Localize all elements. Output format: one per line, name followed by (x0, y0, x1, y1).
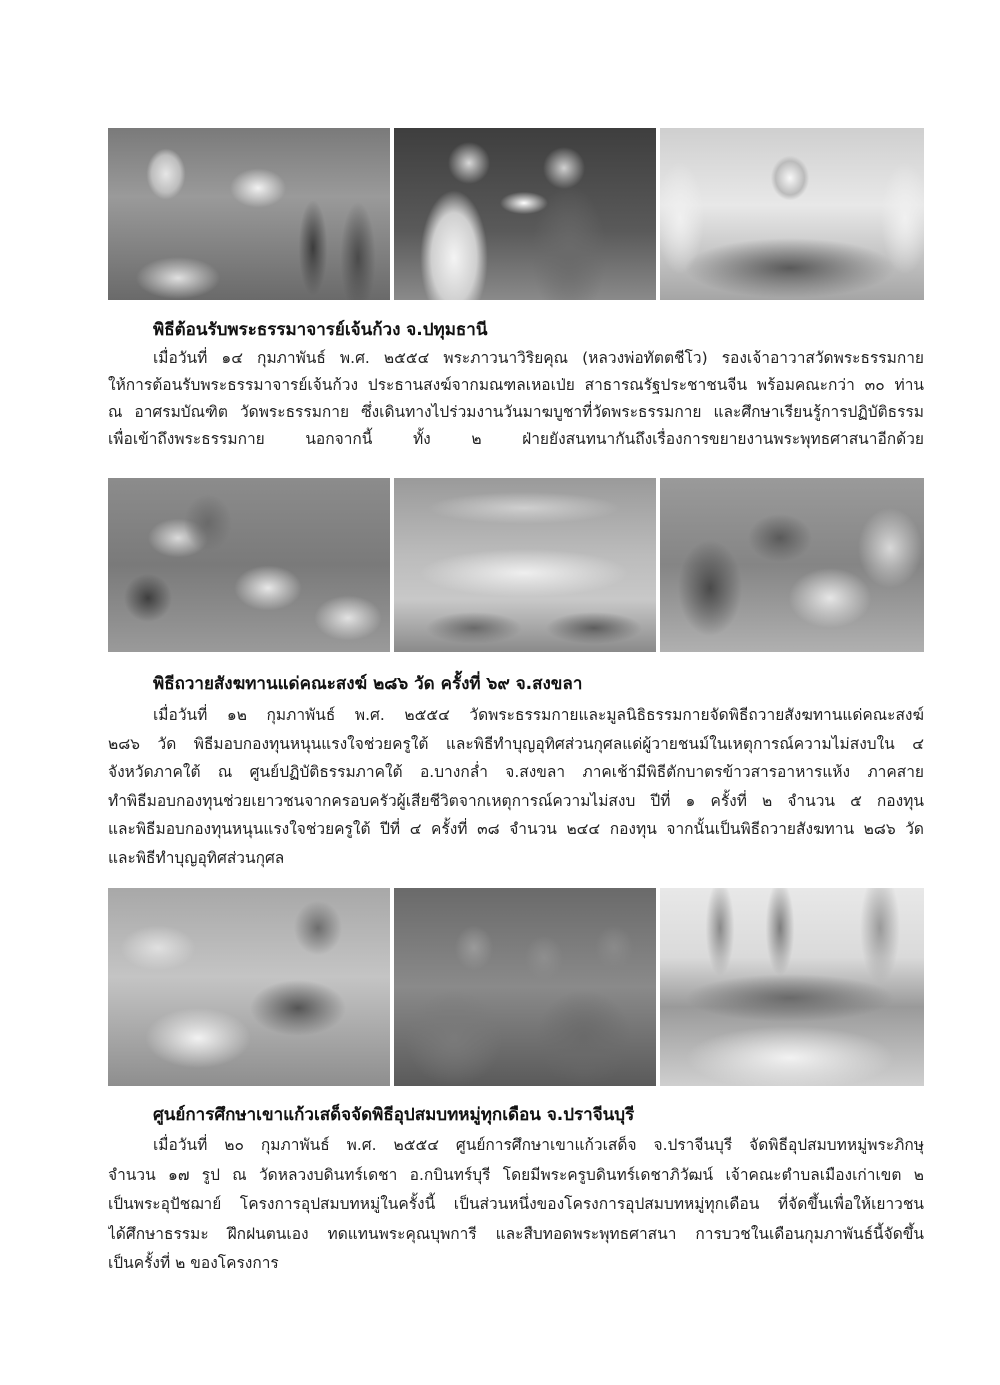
photo-gift-exchange (394, 128, 656, 300)
photo-crowd-ceremony (394, 478, 656, 652)
paragraph-line: ทำพิธีมอบกองทุนช่วยเยาวชนจากครอบครัวผู้เสียชีวิตจากเหตุการณ์ความไม่สงบ ปีที่ ๑ ครั้งที่ ๒ จำนวน ๕ กองทุน (108, 791, 924, 810)
paragraph-line: เมื่อวันที่ ๑๔ กุมภาพันธ์ พ.ศ. ๒๕๕๔ พระภาวนาวิริยคุณ (หลวงพ่อทัตตชีโว) รองเจ้าอาวาสวัดพระธรรมกาย (153, 349, 924, 367)
paragraph-line: และพิธีทำบุญอุทิศส่วนกุศล (108, 848, 285, 867)
paragraph-line: และพิธีมอบกองทุนหนุนแรงใจช่วยครูใต้ ปีที่ ๔ ครั้งที่ ๓๘ จำนวน ๒๔๔ กองทุน จากนั้นเป็นพิธีถวายสังฆทาน ๒๘๖ วัด (108, 820, 924, 838)
section-2-paragraph (108, 701, 924, 872)
photo-temple-group (660, 888, 924, 1086)
section-1-title: พิธีต้อนรับพระธรรมาจารย์เจ้นก้วง จ.ปทุมธานี (153, 320, 488, 340)
paragraph-line: ๒๘๖ วัด พิธีมอบกองทุนหนุนแรงใจช่วยครูใต้ และพิธีทำบุญอุทิศส่วนกุศลแด่ผู้วายชนม์ในเหตุการณ์ความไม่สงบใน ๔ (108, 734, 924, 753)
paragraph-line: จังหวัดภาคใต้ ณ ศูนย์ปฏิบัติธรรมภาคใต้ อ.บางกล่ำ จ.สงขลา ภาคเช้ามีพิธีตักบาตรข้าวสารอาหารแห้ง ภาคสาย (108, 763, 924, 781)
paragraph-line: จำนวน ๑๗ รูป ณ วัดหลวงบดินทร์เดชา อ.กบินทร์บุรี โดยมีพระครูบดินทร์เดชาภิวัฒน์ เจ้าคณะตำบลเมืองเก่าเขต ๒ (108, 1165, 924, 1184)
photo-preparing-robes (108, 888, 390, 1086)
photo-monks-with-offerings (108, 478, 390, 652)
photo-meeting-room (660, 128, 924, 300)
paragraph-line: เป็นครั้งที่ ๒ ของโครงการ (108, 1254, 279, 1272)
section-3-paragraph (108, 1131, 924, 1279)
paragraph-line: ให้การต้อนรับพระธรรมาจารย์เจ้นก้วง ประธานสงฆ์จากมณฑลเหอเป่ย สาธารณรัฐประชาชนจีน พร้อมคณะกว่า ๓๐ ท่าน (108, 376, 924, 394)
photo-monks-receiving (660, 478, 924, 652)
paragraph-line: เพื่อเข้าถึงพระธรรมกาย นอกจากนี้ ทั้ง ๒ ฝ่ายยังสนทนากันถึงเรื่องการขยายงานพระพุทธศาสนาอีกด้วย (108, 430, 924, 448)
photo-reception-greeting (108, 128, 390, 300)
paragraph-line: เมื่อวันที่ ๑๒ กุมภาพันธ์ พ.ศ. ๒๕๕๔ วัดพระธรรมกายและมูลนิธิธรรมกายจัดพิธีถวายสังฆทานแด่คณะสงฆ์ (153, 706, 924, 724)
section-3-title: ศูนย์การศึกษาเขาแก้วเสด็จจัดพิธีอุปสมบทหมู่ทุกเดือน จ.ปราจีนบุรี (153, 1105, 635, 1125)
paragraph-line: ณ อาศรมบัณฑิต วัดพระธรรมกาย ซึ่งเดินทางไปร่วมงานวันมาฆบูชาที่วัดพระธรรมกาย และศึกษาเรียนรู้การปฏิบัติธรรม (108, 403, 924, 421)
paragraph-line: ได้ศึกษาธรรมะ ฝึกฝนตนเอง ทดแทนพระคุณบุพการี และสืบทอดพระพุทธศาสนา การบวชในเดือนกุมภาพันธ์นี้จัดขึ้น (108, 1224, 924, 1243)
paragraph-line: เป็นพระอุปัชฌาย์ โครงการอุปสมบทหมู่ในครั้งนี้ เป็นส่วนหนึ่งของโครงการอุปสมบทหมู่ทุกเดือน ที่จัดขึ้นเพื่อให้เยาวชน (108, 1195, 924, 1213)
section-2-title: พิธีถวายสังฆทานแด่คณะสงฆ์ ๒๘๖ วัด ครั้งที่ ๖๙ จ.สงขลา (153, 674, 583, 694)
paragraph-line: เมื่อวันที่ ๒๐ กุมภาพันธ์ พ.ศ. ๒๕๕๔ ศูนย์การศึกษาเขาแก้วเสด็จ จ.ปราจีนบุรี จัดพิธีอุปสมบทหมู่พระภิกษุ (153, 1136, 924, 1154)
section-1-paragraph (108, 345, 924, 453)
photo-ordination-monks (394, 888, 656, 1086)
